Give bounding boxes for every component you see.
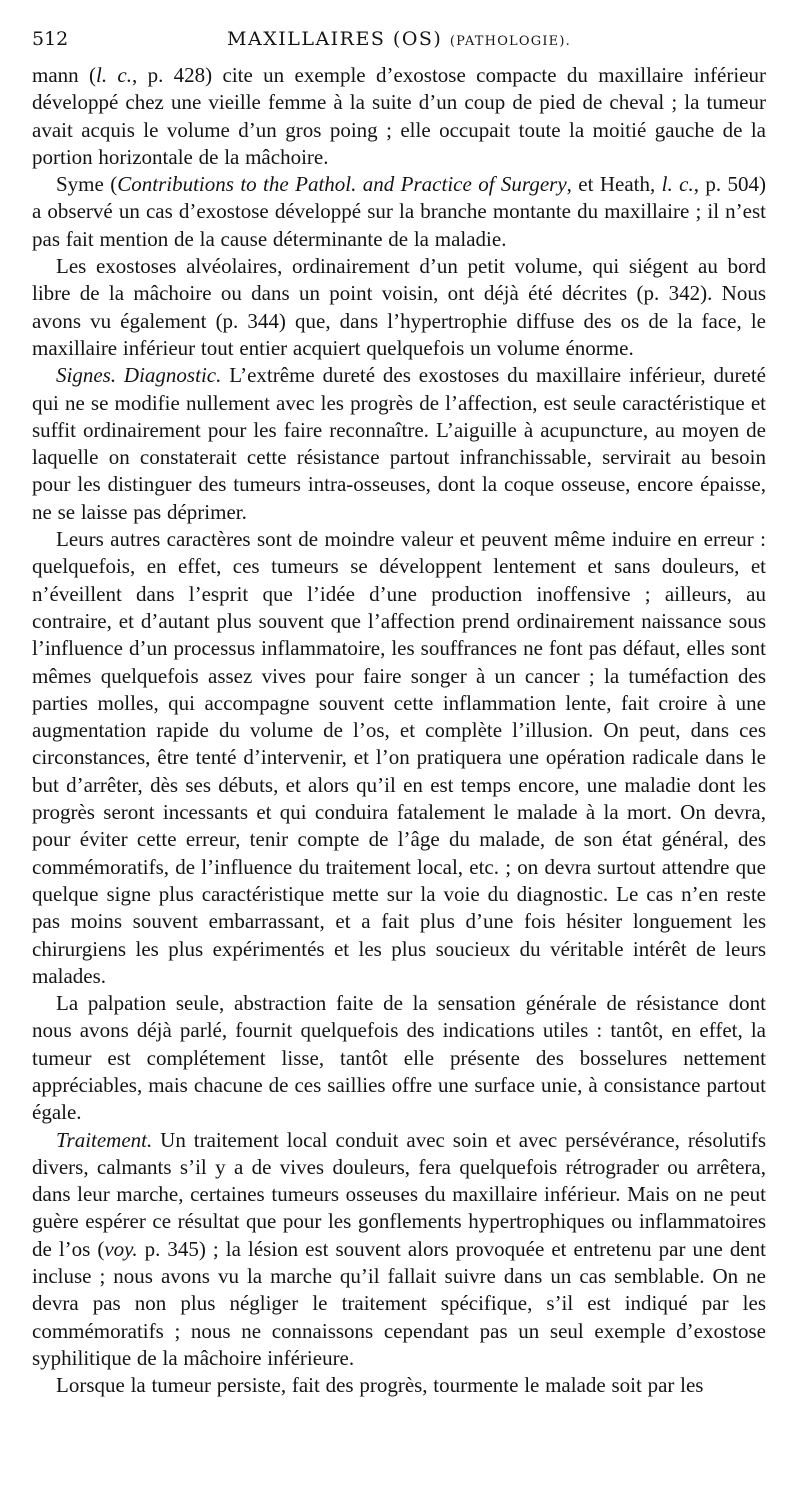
italic-text-run: Contributions to the Pathol. and Practice of Surgery xyxy=(117,172,567,197)
text-run: Leurs autres caractères sont de moindre valeur et peuvent même induire en erreur : quelquefois, en effet, ces tumeurs se développent lentement et sans douleurs, et n’éveillent dans l’esprit que l’idée d’une production inoffensive ; ailleurs, au contraire, et d’autant plus souvent que l’affection prend ordinairement naissance sous l’influence d’un processus inflammatoire, les souffrances ne font pas défaut, elles sont mêmes quelquefois assez vives pour faire songer à un cancer ; la tuméfaction des parties molles, qui accompagne souvent cette inflammation lente, fait croire à une augmentation rapide du volume de l’os, et complète l’illusion. On peut, dans ces circonstances, être tenté d’intervenir, et l’on pratiquera une opération radicale dans le but d’arrêter, dès ses débuts, et alors qu’il en est temps encore, une maladie dont les progrès seront incessants et qui conduira fatalement le malade à la mort. On devra, pour éviter cette erreur, tenir compte de l’âge du malade, de son état général, des commémoratifs, de l’influence du traitement local, etc. ; on devra surtout attendre que quelque signe plus caractéristique mette sur la voie du diagnostic. Le cas n’en reste pas moins souvent embarrassant, et a fait plus d’une fois hésiter longuement les chirurgiens les plus expérimentés et les plus soucieux du véritable intérêt de leurs malades. xyxy=(32,527,766,988)
paragraph xyxy=(32,253,766,362)
text-run: , p. 504) a observé un cas d’exostose développé sur la branche montante du maxillaire ; il n’est pas fait mention de la cause déterminante de la maladie. xyxy=(32,172,766,251)
running-title xyxy=(122,28,766,50)
paragraph xyxy=(32,362,766,526)
italic-text-run: Traitement. xyxy=(56,1127,153,1152)
italic-text-run: l. c. xyxy=(661,172,694,197)
text-run: mann ( xyxy=(32,63,96,87)
body-text xyxy=(32,62,766,1400)
italic-text-run: l. c. xyxy=(96,63,132,87)
running-title-section: (PATHOLOGIE). xyxy=(449,34,571,49)
paragraph xyxy=(32,1127,766,1373)
running-title-main: MAXILLAIRES (OS) xyxy=(227,28,443,50)
paragraph xyxy=(32,526,766,990)
text-run: , p. 428) cite un exemple d’exostose compacte du maxillaire inférieur développé chez une vieille femme à la suite d’un coup de pied de cheval ; la tumeur avait acquis le volume d’un gros poing ; elle occupait toute la moitié gauche de la portion horizontale de la mâchoire. xyxy=(32,63,767,169)
italic-text-run: Signes. Diagnostic. xyxy=(56,363,222,388)
text-run: , et Heath, xyxy=(566,172,662,197)
paragraph xyxy=(32,171,766,253)
italic-text-run: voy. xyxy=(104,1236,138,1261)
paragraph xyxy=(32,1372,766,1399)
text-run: p. 345) ; la lésion est souvent alors provoquée et entretenu par une dent incluse ; nous avons vu la marche qu’il fallait suivre dans un cas semblable. On ne devra pas non plus négliger le traitement spécifique, s’il est indiqué par les commémoratifs ; nous ne connaissons cependant pas un seul exemple d’exostose syphilitique de la mâchoire inférieure. xyxy=(32,1236,766,1370)
running-header xyxy=(32,28,766,58)
text-run: La palpation seule, abstraction faite de la sensation générale de résistance dont nous avons déjà parlé, fournit quelquefois des indications utiles : tantôt, en effet, la tumeur est complétement lisse, tantôt elle présente des bosselures nettement appréciables, mais chacune de ces saillies offre une surface unie, à consistance partout égale. xyxy=(32,991,766,1125)
paragraph xyxy=(32,62,766,171)
page-number: 512 xyxy=(32,28,69,50)
text-run: L’extrême dureté des exostoses du maxillaire inférieur, dureté qui ne se modifie nullement avec les progrès de l’affection, est seule caractéristique et suffit ordinairement pour les faire reconnaître. L’aiguille à acupuncture, au moyen de laquelle on constaterait cette résistance partout infranchissable, servirait au besoin pour les distinguer des tumeurs intra-osseuses, dont la coque osseuse, encore épaisse, ne se laisse pas déprimer. xyxy=(32,363,766,524)
text-run: Lorsque la tumeur persiste, fait des progrès, tourmente le malade soit par les xyxy=(56,1373,704,1398)
paragraph xyxy=(32,990,766,1126)
text-run: Un traitement local conduit avec soin et avec persévérance, résolutifs divers, calmants s’il y a de vives douleurs, fera quelquefois rétrograder ou arrêtera, dans leur marche, certaines tumeurs osseuses du maxillaire inférieur. Mais on ne peut guère espérer ce résultat que pour les gonflements hypertrophiques ou inflammatoires de l’os ( xyxy=(32,1127,766,1261)
text-run: Syme ( xyxy=(56,172,118,197)
text-run: Les exostoses alvéolaires, ordinairement d’un petit volume, qui siégent au bord libre de la mâchoire ou dans un point voisin, ont déjà été décrites (p. 342). Nous avons vu également (p. 344) que, dans l’hypertrophie diffuse des os de la face, le maxillaire inférieur tout entier acquiert quelquefois un volume énorme. xyxy=(32,254,766,360)
